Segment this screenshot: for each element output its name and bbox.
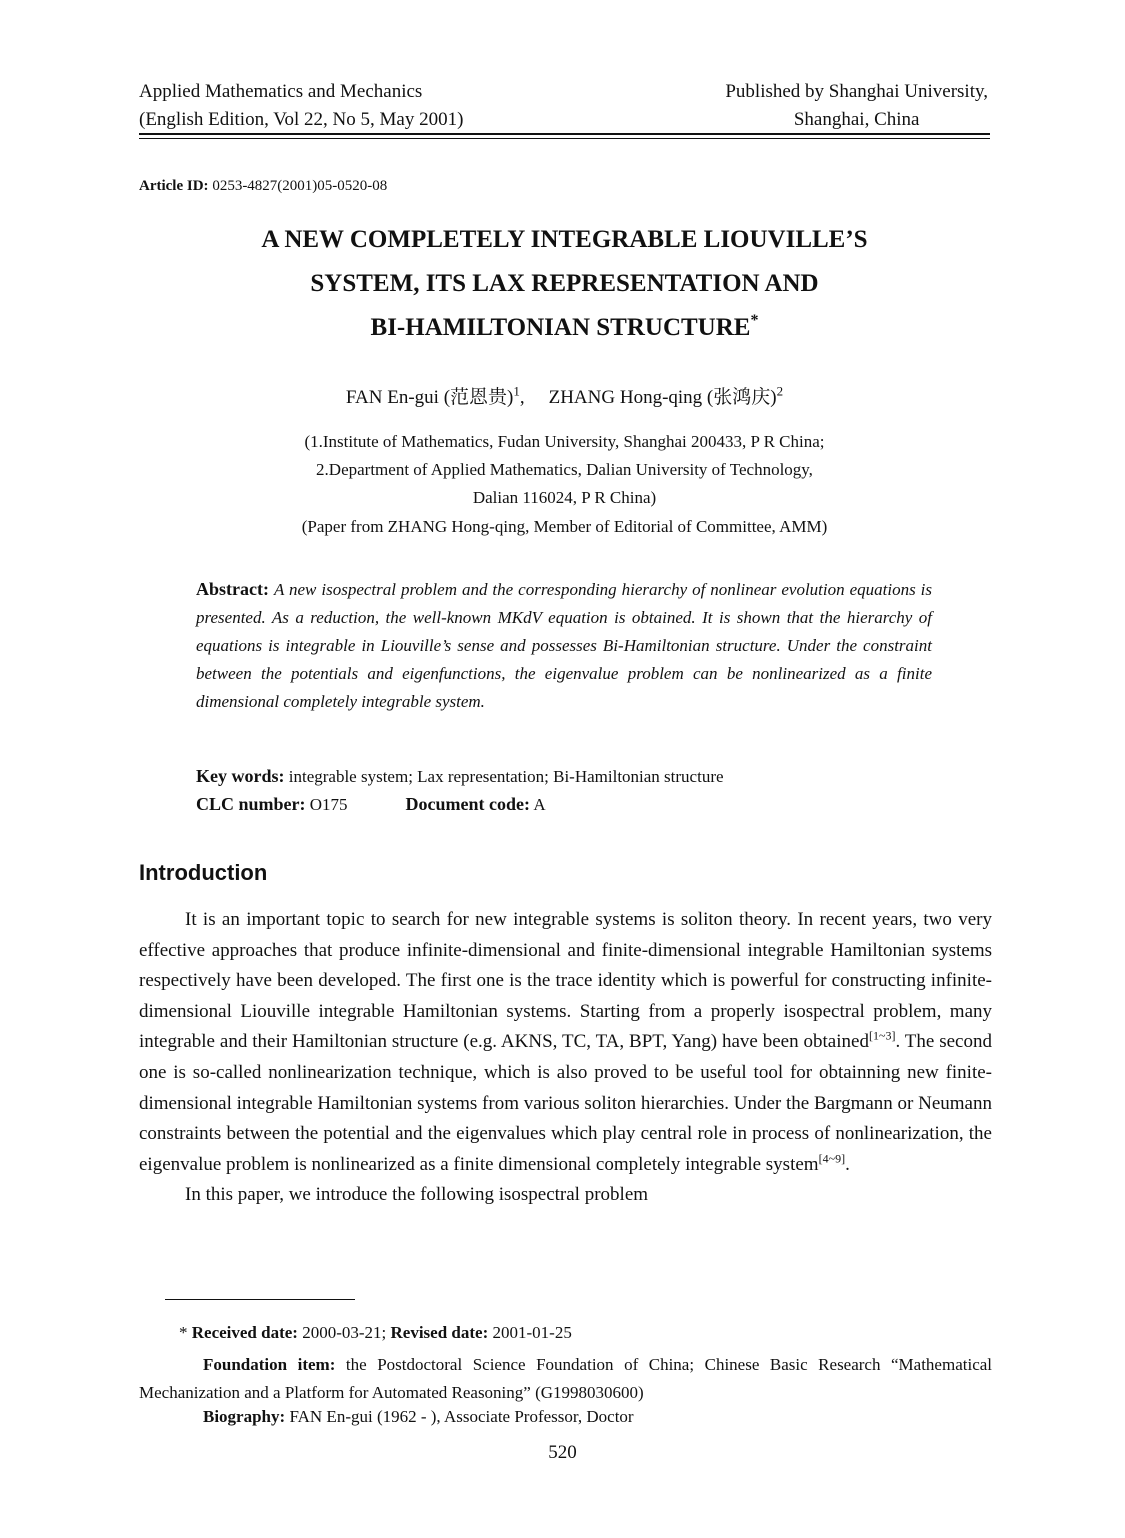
title-footnote-mark: * (750, 312, 759, 329)
citation-1-3[interactable]: [1~3] (868, 1029, 896, 1044)
received-value: 2000-03-21; (302, 1323, 387, 1342)
publisher-header (725, 78, 988, 134)
footnote-star: * (179, 1323, 188, 1342)
journal-edition: (English Edition, Vol 22, No 5, May 2001) (139, 109, 464, 130)
intro-paragraph-2: In this paper, we introduce the following isospectral problem (185, 1184, 649, 1206)
foundation-label: Foundation item: (203, 1355, 336, 1374)
footnote-foundation (139, 1351, 992, 1407)
footnote-dates (179, 1323, 572, 1343)
journal-header (139, 78, 463, 134)
affiliations (139, 428, 990, 512)
publisher-location: Shanghai, China (793, 109, 920, 130)
title-line-1: A NEW COMPLETELY INTEGRABLE LIOUVILLE’S (261, 226, 868, 253)
article-id-label: Article ID: (139, 178, 209, 194)
revised-value: 2001-01-25 (492, 1323, 572, 1342)
foundation-value: the Postdoctoral Science Foundation of China; Chinese Basic Research “Mathematical Mechanization and a Platform for Automated Reasoning” (G1998030600) (139, 1355, 993, 1402)
introduction-heading: Introduction (139, 860, 268, 885)
paper-title (139, 218, 990, 350)
classification (196, 790, 546, 819)
intro-text-b: . The second one is so-called nonlinearization technique, which is also proved to be useful tool for obtainning new finite-dimensional integrable Hamiltonian systems from various soliton hierarchies. Under the Bargmann or Neumann constraints between the potential and the eigenvalues which play central role in process of nonlinearization, the eigenvalue problem is nonlinearized as a finite dimensional completely integrable system (139, 1031, 992, 1175)
abstract-label: Abstract: (196, 579, 269, 599)
intro-text-c: . (845, 1153, 850, 1175)
publisher-name: Published by Shanghai University, (725, 81, 988, 102)
author-1-affil: 1 (513, 383, 520, 399)
title-line-3 (139, 306, 990, 350)
page-number: 520 (548, 1442, 577, 1463)
received-label: Received date: (191, 1323, 298, 1342)
footnote-rule (165, 1299, 355, 1300)
author-separator: , (519, 387, 525, 408)
document-code-label: Document code: (405, 794, 531, 814)
keywords-value: integrable system; Lax representation; Bi-Hamiltonian structure (288, 767, 724, 786)
introduction-body (139, 905, 992, 1211)
header-rule-thick (139, 133, 990, 135)
citation-4-9[interactable]: [4~9] (818, 1151, 846, 1166)
author-2: ZHANG Hong-qing (张鸿庆) (548, 387, 777, 408)
intro-text-a: It is an important topic to search for new integrable systems is soliton theory. In recent years, two very effective approaches that produce infinite-dimensional and finite-dimensional integrable Hamiltonian systems respectively have been developed. The first one is the trace identity which is powerful for constructing infinite-dimensional Liouville integrable Hamiltonian systems. Starting from a properly isospectral problem, many integrable and their Hamiltonian structure (e.g. AKNS, TC, TA, BPT, Yang) have been obtained (139, 909, 992, 1053)
article-id (139, 178, 387, 195)
clc-value: O175 (309, 795, 348, 814)
affiliation-line-3: Dalian 116024, P R China) (472, 488, 657, 507)
journal-name: Applied Mathematics and Mechanics (139, 81, 423, 102)
clc-label: CLC number: (196, 794, 306, 814)
keywords (196, 762, 724, 791)
author-2-affil: 2 (776, 383, 784, 399)
header-rule-thin (139, 138, 990, 139)
title-line-2: SYSTEM, ITS LAX REPRESENTATION AND (310, 270, 819, 297)
biography-value: FAN En-gui (1962 - ), Associate Professor, Doctor (289, 1407, 634, 1426)
affiliation-line-2: 2.Department of Applied Mathematics, Dalian University of Technology, (316, 460, 813, 479)
author-list (139, 382, 990, 409)
biography-label: Biography: (203, 1407, 286, 1426)
paper-from-note: (Paper from ZHANG Hong-qing, Member of Editorial of Committee, AMM) (301, 517, 828, 536)
keywords-label: Key words: (196, 766, 285, 786)
document-code-value: A (533, 795, 546, 814)
abstract (196, 575, 932, 716)
revised-label: Revised date: (390, 1323, 489, 1342)
affiliation-line-1: (1.Institute of Mathematics, Fudan University, Shanghai 200433, P R China; (304, 432, 825, 451)
article-id-value: 0253-4827(2001)05-0520-08 (212, 178, 388, 194)
intro-paragraph-1 (139, 905, 992, 1180)
footnote-biography (203, 1407, 634, 1427)
author-1: FAN En-gui (范恩贵) (345, 387, 514, 408)
abstract-text: A new isospectral problem and the corresponding hierarchy of nonlinear evolution equations is presented. As a reduction, the well-known MKdV equation is obtained. It is shown that the hierarchy of equations is integrable in Liouville’s sense and possesses Bi-Hamiltonian structure. Under the constraint between the potentials and eigenfunctions, the eigenvalue problem can be nonlinearized as a finite dimensional completely integrable system. (196, 580, 933, 711)
title-line-3-text: BI-HAMILTONIAN STRUCTURE (370, 314, 751, 341)
